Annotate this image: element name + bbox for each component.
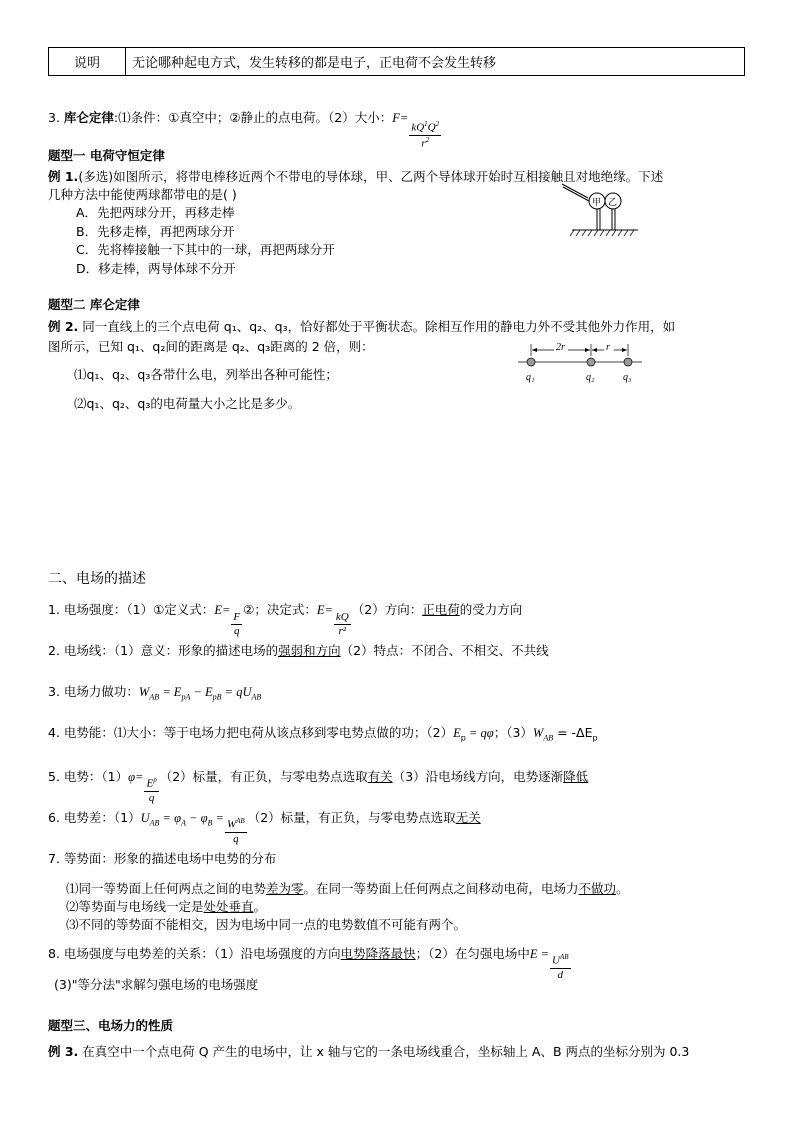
item-field-lines: 2. 电场线：（1）意义：形象的描述电场的强弱和方向（2）特点：不闭合、不相交、不共线 (48, 643, 549, 658)
coulomb-law-line: 3. 库仑定律:⑴条件：①真空中；②静止的点电荷。（2）大小：F= $\frac{kQ^1Q^2}{r^2}$ (48, 110, 440, 150)
distance-2r: 2r (556, 342, 565, 353)
label-q2: q₂ (586, 372, 595, 383)
sphere-b-label: 乙 (608, 197, 618, 207)
type2-heading: 题型二 库仑定律 (48, 297, 140, 312)
question-2: ⑵q₁、q₂、q₃的电荷量大小之比是多少。 (74, 396, 301, 411)
note-content: 无论哪种起电方式，发生转移的都是电子，正电荷不会发生转移 (126, 48, 745, 76)
item-field-strength: 1. 电场强度：（1）①定义式：E= $\frac{F}{q}$ ②；决定式：E= $\frac{kQ}{\text{r²}}$ （2）方向：正电荷的受力方向 (48, 602, 523, 637)
label-q3: q₃ (623, 372, 632, 383)
item-potential-energy: 4. 电势能：⑴大小：等于电场力把电荷从该点移到零电势点做的功；$(2)E_p = q\varphi$；$(3)W_{AB} = -\Delta E_p$ (48, 725, 598, 743)
item-equipotential: 7. 等势面：形象的描述电场中电势的分布 (48, 851, 277, 866)
option-b: B．先移走棒，再把两球分开 (76, 224, 235, 239)
example1-line1: 例 1.(多选)如图所示，将带电棒移近两个不带电的导体球，甲、乙两个导体球开始时互相接触且对地绝缘。下述 (48, 169, 664, 184)
note-label: 说明 (49, 48, 126, 76)
distance-r: r (606, 342, 610, 353)
note-table (48, 47, 745, 76)
label-q1: q₁ (526, 372, 535, 383)
option-a: A．先把两球分开，再移走棒 (76, 205, 235, 220)
item-potential: 5. 电势：（1）φ= $\frac{E^p}{q}$ （2）标量，有正负，与零电势点选取有关（3）沿电场线方向，电势逐渐降低 (48, 769, 589, 804)
equipotential-point-3: ⑶不同的等势面不能相交，因为电场中同一点的电势数值不可能有两个。 (66, 917, 467, 932)
example2-figure (518, 338, 643, 384)
coulomb-title: 库仑定律 (63, 110, 114, 125)
item-work: 3. 电场力做功：$W_{AB} = E_{pA} - E_{pB} = qU_{AB}$ (48, 684, 262, 702)
option-d: D．移走棒，两导体球不分开 (76, 261, 236, 276)
example1-line2: 几种方法中能使两球都带电的是( ) (48, 187, 237, 202)
equal-division-method: (3)"等分法"求解匀强电场的电场强度 (54, 977, 259, 992)
question-1: ⑴q₁、q₂、q₃各带什么电，列举出各种可能性； (74, 367, 338, 382)
option-c: C．先将棒接触一下其中的一球，再把两球分开 (76, 242, 335, 257)
equipotential-point-2: ⑵等势面与电场线一定是处处垂直。 (66, 899, 267, 914)
example2-line2: 图所示，已知 q₁、q₂间的距离是 q₂、q₃距离的 2 倍，则： (48, 339, 374, 354)
example2-line1: 例 2. 同一直线上的三个点电荷 q₁、q₂、q₃，恰好都处于平衡状态。除相互作用的静电力外不受其他外力作用，如 (48, 319, 676, 334)
sphere-a-label: 甲 (592, 197, 602, 207)
example3-line1: 例 3. 在真空中一个点电荷 Q 产生的电场中，让 x 轴与它的一条电场线重合，坐标轴上 A、B 两点的坐标分别为 0.3 (48, 1044, 690, 1059)
section2-heading: 二、电场的描述 (48, 571, 146, 587)
equipotential-point-1: ⑴同一等势面上任何两点之间的电势差为零。在同一等势面上任何两点之间移动电荷，电场力不做功。 (66, 881, 629, 896)
type1-heading: 题型一 电荷守恒定律 (48, 148, 165, 163)
item-potential-difference: 6. 电势差：$(1)U_{AB} = \varphi_A - \varphi_B$ = $\frac{W^{AB}}{q}$ （2）标量，有正负，与零电势点选取无关 (48, 810, 481, 845)
example1-figure (560, 182, 640, 242)
item-field-potential-relation: 8. 电场强度与电势差的关系：（1）沿电场强度的方向电势降落最快；（2）在匀强电场中E = $\frac{U^{AB}}{d}$ (48, 946, 569, 981)
type3-heading: 题型三、电场力的性质 (48, 1018, 174, 1033)
